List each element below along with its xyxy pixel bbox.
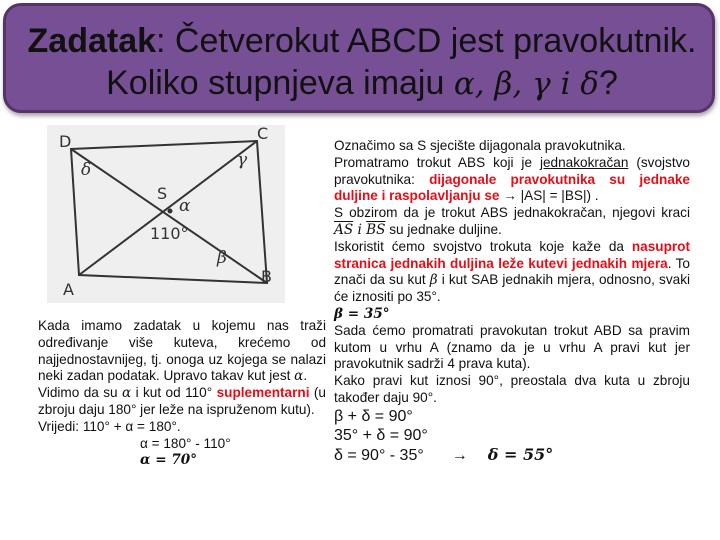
- left-para-1-end: .: [303, 368, 308, 384]
- delta-result: δ = 55°: [487, 444, 554, 464]
- title-rest: : Četverokut ABCD jest pravokutnik.: [156, 22, 697, 60]
- question-mark: ?: [598, 64, 618, 102]
- right-para-4-mid: . To znači da su kut: [334, 255, 690, 288]
- right-para-6: Kako pravi kut iznosi 90°, preostala dva kuta u zbroju također daju 90°.: [334, 373, 690, 405]
- title-bold: Zadatak: [27, 22, 157, 60]
- angle-gamma-label: γ: [237, 150, 248, 170]
- left-para-2-text: Vidimo da su: [38, 385, 122, 401]
- segment-as: $\overline{AS}$: [334, 221, 354, 238]
- segment-bs: $\overline{BS}$: [366, 221, 386, 238]
- title-line-2: [6, 62, 718, 105]
- vertex-b-label: B: [261, 267, 272, 286]
- alpha-result: α = 70°: [140, 452, 198, 469]
- triangle-property: nasuprot stranica jednakih duljina leže kutevi jednakih mjera: [334, 238, 690, 271]
- arrow-icon: →: [451, 446, 468, 464]
- point-s: [168, 209, 173, 214]
- equation-3: δ = 90° - 35°: [334, 446, 424, 464]
- right-para-4-text: Iskoristit ćemo svojstvo trokuta koje kaže da: [334, 238, 632, 254]
- left-equation-2: α = 180° - 110°: [140, 435, 231, 451]
- alpha-symbol: α: [294, 368, 304, 385]
- right-para-2: [334, 155, 690, 205]
- right-para-5: Sada ćemo promatrati pravokutan trokut ABD sa pravim kutom u vrhu A (znamo da je u vrhu A pravi kut jer pravokutnik sadrži 4 prava kuta).: [334, 322, 690, 372]
- angle-alpha-label: α: [179, 196, 191, 216]
- title-banner: [3, 3, 715, 113]
- question-text: Koliko stupnjeva imaju: [106, 64, 454, 102]
- left-para-2-mid: i kut od 110°: [131, 385, 217, 401]
- angle-value-label: 110°: [150, 224, 189, 243]
- vertex-d-label: D: [59, 132, 72, 151]
- supplementary-term: suplementarni: [216, 385, 310, 401]
- alpha-symbol-2: α: [122, 385, 132, 402]
- angles-list: α, β, γ i δ: [453, 66, 599, 102]
- slide-title: [6, 20, 718, 105]
- vertex-c-label: C: [257, 125, 269, 143]
- title-line-1: [6, 20, 718, 62]
- rectangle-figure: [47, 125, 285, 303]
- right-para-2-text: Promatramo trokut ABS koji je: [334, 154, 540, 170]
- right-para-1: Označimo sa S sjecište dijagonala pravokutnika.: [334, 138, 626, 153]
- vertex-a-label: A: [63, 280, 74, 299]
- equation-1: β + δ = 90°: [334, 407, 413, 425]
- rectangle-diagram: [47, 125, 285, 303]
- diagonal-ac: [79, 141, 257, 275]
- right-explanation: [334, 138, 690, 465]
- segment-and: i: [353, 221, 367, 238]
- angle-beta-label: β: [217, 248, 227, 268]
- left-equation-1: Vrijedi: 110° + α = 180°.: [38, 418, 181, 434]
- left-explanation: [38, 318, 326, 469]
- right-para-2-property: (svojstvo pravokutnika:: [334, 154, 690, 187]
- beta-result: β = 35°: [334, 305, 390, 322]
- diagonals-property: dijagonale pravokutnika su jednake duljine i raspolavljanju se: [334, 171, 690, 204]
- right-para-3-end: su jednake duljine.: [385, 221, 502, 237]
- right-para-3: [334, 205, 690, 239]
- angle-delta-label: δ: [81, 160, 92, 180]
- right-para-4: [334, 239, 690, 306]
- right-para-4-end: i kut SAB jednakih mjera, odnosno, svaki će iznositi po 35°.: [334, 272, 691, 305]
- left-para-2-end: (u zbroju daju 180° jer leže na ispruženom kutu).: [38, 385, 326, 417]
- left-para-2: [38, 385, 326, 419]
- right-para-3-text: S obzirom da je trokut ABS jednakokračan, njegovi kraci: [334, 205, 690, 221]
- left-para-1-text: Kada imamo zadatak u kojemu nas traži određivanje više kuteva, krećemo od najjednostavnijeg, tj. onoga uz kojega se nalazi neki zadan podatak. Upravo takav kut jest: [38, 318, 326, 384]
- beta-symbol: β: [429, 272, 438, 289]
- isosceles-term: jednakokračan: [539, 154, 629, 170]
- equation-2: 35° + δ = 90°: [334, 426, 428, 444]
- right-para-2-end: → |AS| = |BS|) .: [499, 188, 599, 204]
- left-para-1: [38, 318, 326, 385]
- equation-3-row: [334, 445, 690, 465]
- point-s-label: S: [157, 184, 168, 203]
